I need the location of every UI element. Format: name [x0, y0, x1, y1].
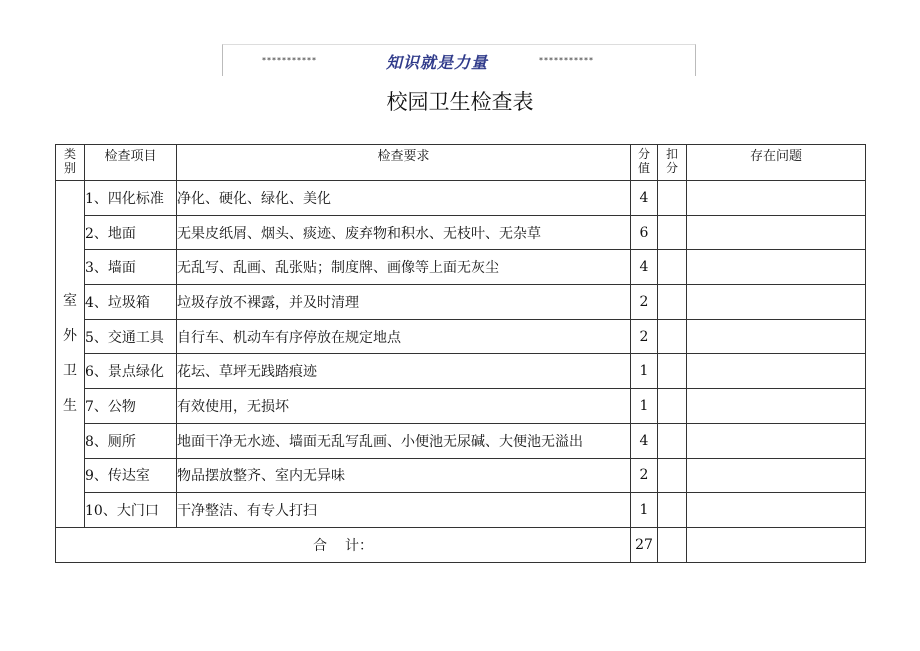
deduct-cell[interactable]: [658, 493, 687, 528]
header-category-line-2: 别: [63, 161, 76, 175]
table-row: [56, 354, 866, 389]
category-outdoor-hygiene: [56, 181, 85, 528]
category-char: 室: [63, 292, 77, 309]
item-cell: 4、垃圾箱: [85, 285, 177, 320]
header-score-line-1: 分: [637, 147, 650, 161]
requirement-cell: 有效使用，无损坏: [177, 389, 631, 424]
item-cell: 9、传达室: [85, 458, 177, 493]
table-header-row: [56, 145, 866, 181]
requirement-cell: 垃圾存放不裸露，并及时清理: [177, 285, 631, 320]
issues-cell[interactable]: [687, 285, 866, 320]
table-row: [56, 181, 866, 216]
requirement-cell: 净化、硬化、绿化、美化: [177, 181, 631, 216]
table-row: [56, 285, 866, 320]
deduct-cell[interactable]: [658, 181, 687, 216]
item-cell: 10、大门口: [85, 493, 177, 528]
item-cell: 7、公物: [85, 389, 177, 424]
total-issues-cell[interactable]: [687, 527, 866, 562]
category-char: 生: [63, 397, 77, 414]
total-row: [56, 527, 866, 562]
requirement-cell: 花坛、草坪无践踏痕迹: [177, 354, 631, 389]
issues-cell[interactable]: [687, 181, 866, 216]
item-cell: 2、地面: [85, 215, 177, 250]
table-row: [56, 389, 866, 424]
deduct-cell[interactable]: [658, 354, 687, 389]
header-banner: [222, 44, 696, 76]
score-cell: 4: [631, 423, 658, 458]
deduct-cell[interactable]: [658, 250, 687, 285]
requirement-cell: 无乱写、乱画、乱张贴；制度牌、画像等上面无灰尘: [177, 250, 631, 285]
score-cell: 4: [631, 181, 658, 216]
total-label-part-1: 合: [313, 537, 327, 554]
header-category-line-1: 类: [63, 147, 76, 161]
score-cell: 2: [631, 319, 658, 354]
score-cell: 6: [631, 215, 658, 250]
table-row: [56, 250, 866, 285]
item-cell: 8、厕所: [85, 423, 177, 458]
header-requirement: 检查要求: [177, 145, 631, 181]
table-row: [56, 215, 866, 250]
issues-cell[interactable]: [687, 250, 866, 285]
header-score: [631, 145, 658, 181]
header-score-line-2: 值: [637, 161, 650, 175]
item-cell: 6、景点绿化: [85, 354, 177, 389]
table-row: [56, 493, 866, 528]
header-deduct: [658, 145, 687, 181]
deduct-cell[interactable]: [658, 423, 687, 458]
total-label: [56, 527, 631, 562]
score-cell: 4: [631, 250, 658, 285]
header-deduct-line-1: 扣: [665, 147, 678, 161]
header-deduct-line-2: 分: [665, 161, 678, 175]
banner-motto: 知识就是力量: [386, 53, 489, 72]
banner-stars-left: ***********: [262, 56, 317, 65]
table-row: [56, 458, 866, 493]
issues-cell[interactable]: [687, 458, 866, 493]
deduct-cell[interactable]: [658, 215, 687, 250]
deduct-cell[interactable]: [658, 458, 687, 493]
issues-cell[interactable]: [687, 493, 866, 528]
header-category: [56, 145, 85, 181]
score-cell: 1: [631, 493, 658, 528]
issues-cell[interactable]: [687, 215, 866, 250]
item-cell: 5、交通工具: [85, 319, 177, 354]
total-deduct-cell[interactable]: [658, 527, 687, 562]
issues-cell[interactable]: [687, 319, 866, 354]
table-row: [56, 423, 866, 458]
deduct-cell[interactable]: [658, 389, 687, 424]
score-cell: 1: [631, 354, 658, 389]
total-score: 27: [631, 527, 658, 562]
requirement-cell: 干净整洁、有专人打扫: [177, 493, 631, 528]
header-item: 检查项目: [85, 145, 177, 181]
item-cell: 1、四化标准: [85, 181, 177, 216]
header-issues: 存在问题: [687, 145, 866, 181]
score-cell: 2: [631, 458, 658, 493]
score-cell: 2: [631, 285, 658, 320]
category-char: 卫: [63, 362, 77, 379]
banner-stars-right: ***********: [539, 56, 594, 65]
deduct-cell[interactable]: [658, 319, 687, 354]
issues-cell[interactable]: [687, 354, 866, 389]
category-char: 外: [63, 327, 77, 344]
deduct-cell[interactable]: [658, 285, 687, 320]
requirement-cell: 物品摆放整齐、室内无异味: [177, 458, 631, 493]
table-row: [56, 319, 866, 354]
total-label-part-2: 计：: [345, 537, 373, 554]
inspection-table: [55, 144, 866, 563]
requirement-cell: 自行车、机动车有序停放在规定地点: [177, 319, 631, 354]
document-title: 校园卫生检查表: [386, 90, 534, 114]
score-cell: 1: [631, 389, 658, 424]
item-cell: 3、墙面: [85, 250, 177, 285]
requirement-cell: 地面干净无水迹、墙面无乱写乱画、小便池无尿碱、大便池无溢出: [177, 423, 631, 458]
issues-cell[interactable]: [687, 389, 866, 424]
requirement-cell: 无果皮纸屑、烟头、痰迹、废弃物和积水、无枝叶、无杂草: [177, 215, 631, 250]
issues-cell[interactable]: [687, 423, 866, 458]
